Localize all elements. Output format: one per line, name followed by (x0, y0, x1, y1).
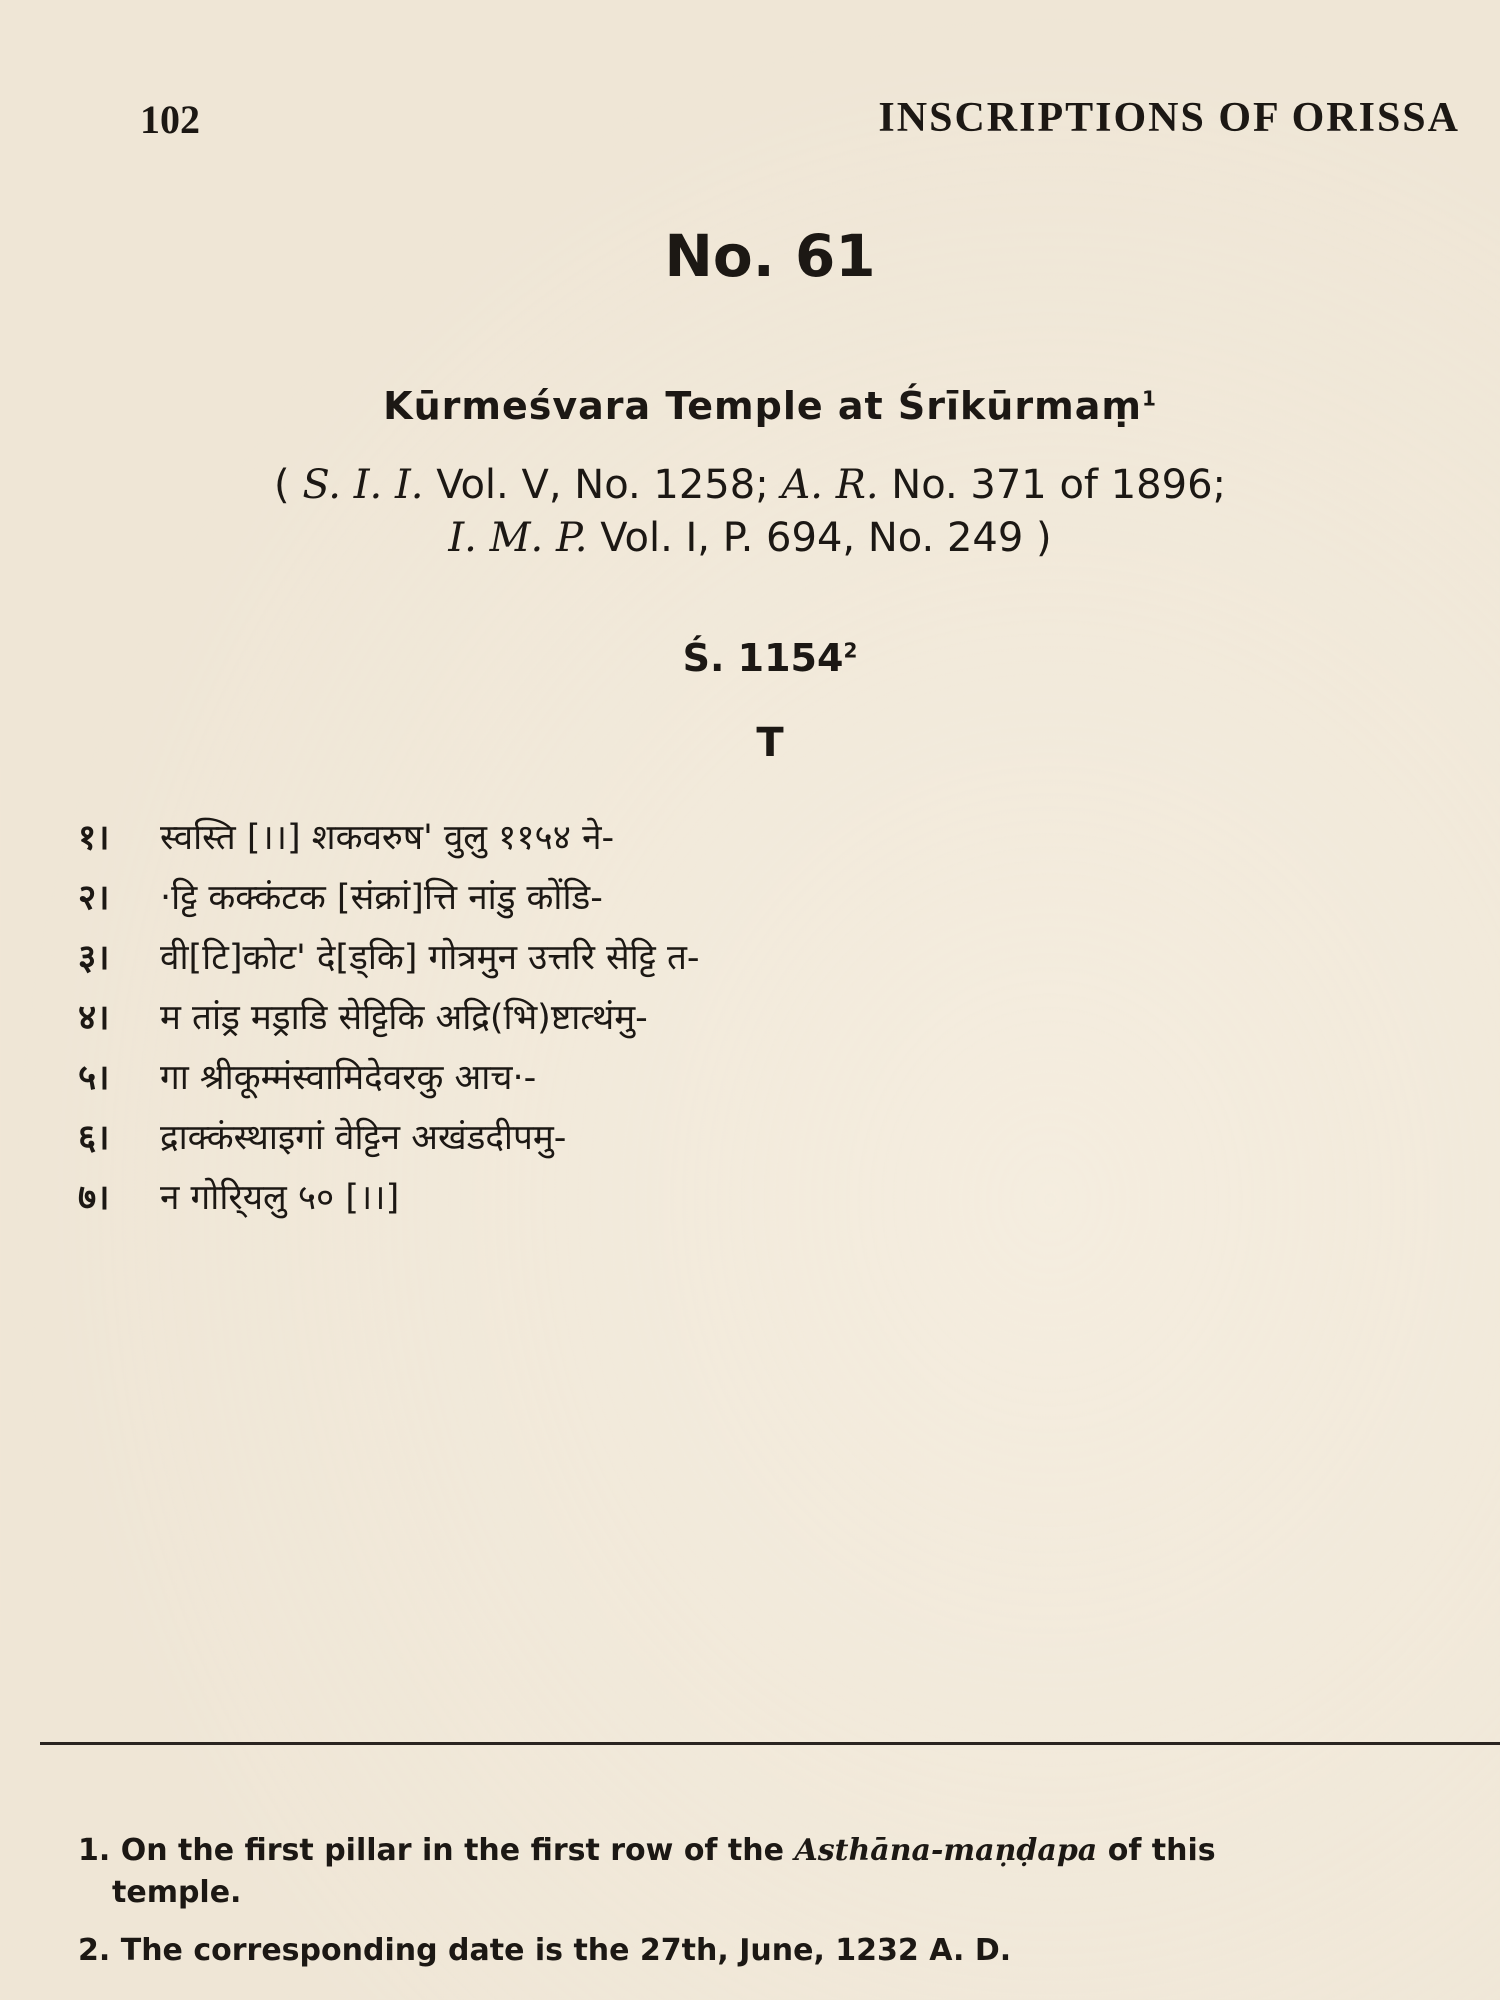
inscription-title-text: Kūrmeśvara Temple at Śrīkūrmaṃ (383, 384, 1142, 428)
inscription-number: No. 61 (664, 222, 876, 290)
footnote-1-number: 1. (78, 1833, 111, 1868)
sii-text: Vol. V, No. 1258; (436, 462, 769, 508)
text-line (78, 808, 700, 868)
line-number: ५। (78, 1058, 110, 1098)
running-title: INSCRIPTIONS OF ORISSA (878, 95, 1460, 141)
footnote-2-text: The corresponding date is the 27th, June, 1232 A. D. (120, 1933, 1012, 1968)
text-line (78, 988, 700, 1048)
text-line (78, 1108, 700, 1168)
footnote-ref-2: 2 (843, 638, 858, 663)
line-text: म तांड्र मड्राडि सेट्टिकि अद्रि(भि)ष्टात्थंमु- (160, 998, 648, 1038)
imp-text: Vol. I, P. 694, No. 249 (600, 515, 1024, 561)
inscription-date (0, 636, 1500, 680)
line-text: स्वस्ति [।।] शकवरुष' वुलु ११५४ ने- (160, 818, 615, 858)
footnote-ref-1: 1 (1141, 386, 1157, 411)
footnote-2 (78, 1930, 1498, 1972)
footnote-2-number: 2. (78, 1933, 111, 1968)
footnote-divider (40, 1742, 1500, 1745)
text-line (78, 1168, 700, 1228)
line-text: द्राक्कंस्थाइगां वेट्टिन अखंडदीपमु- (160, 1118, 567, 1158)
line-text: ·ट्टि कक्कंटक [संक्रां]त्ति नांडु कोंडि- (160, 878, 603, 918)
footnote-1-text: On the first pillar in the first row of the (120, 1833, 784, 1868)
sii-abbr: S. I. I. (302, 462, 424, 508)
footnote-1-continuation: temple. (112, 1875, 242, 1910)
text-line (78, 1048, 700, 1108)
line-number: ४। (78, 998, 110, 1038)
inscription-title (0, 384, 1500, 428)
date-text: Ś. 1154 (682, 636, 844, 680)
ar-text: No. 371 of 1896; (891, 462, 1226, 508)
line-text: वी[टि]कोट' दे[ड्कि] गोत्रमुन उत्तरि सेट्टि त- (160, 938, 700, 978)
line-text: न गोरि्यलु ५० [।।] (160, 1178, 400, 1218)
line-number: २। (78, 878, 110, 918)
line-number: १। (78, 818, 110, 858)
inscription-text (78, 808, 700, 1228)
footnote-1-text-end: of this (1107, 1833, 1216, 1868)
ar-abbr: A. R. (781, 462, 879, 508)
footnote-1 (78, 1830, 1498, 1914)
line-number: ७। (78, 1178, 110, 1218)
text-line (78, 928, 700, 988)
reference-line-2: I. M. P. Vol. I, P. 694, No. 249 ) (448, 515, 1052, 561)
reference-line-1: ( S. I. I. Vol. V, No. 1258; A. R. No. 371 of 1896; (274, 462, 1226, 508)
section-label: T (756, 720, 784, 766)
line-number: ६। (78, 1118, 110, 1158)
line-number: ३। (78, 938, 110, 978)
imp-abbr: I. M. P. (448, 515, 588, 561)
text-line (78, 868, 700, 928)
page-number: 102 (140, 97, 200, 142)
line-text: गा श्रीकूम्मंस्वामिदेवरकु आच·- (160, 1058, 537, 1098)
footnote-1-term: Asthāna-maṇḍapa (794, 1833, 1098, 1868)
